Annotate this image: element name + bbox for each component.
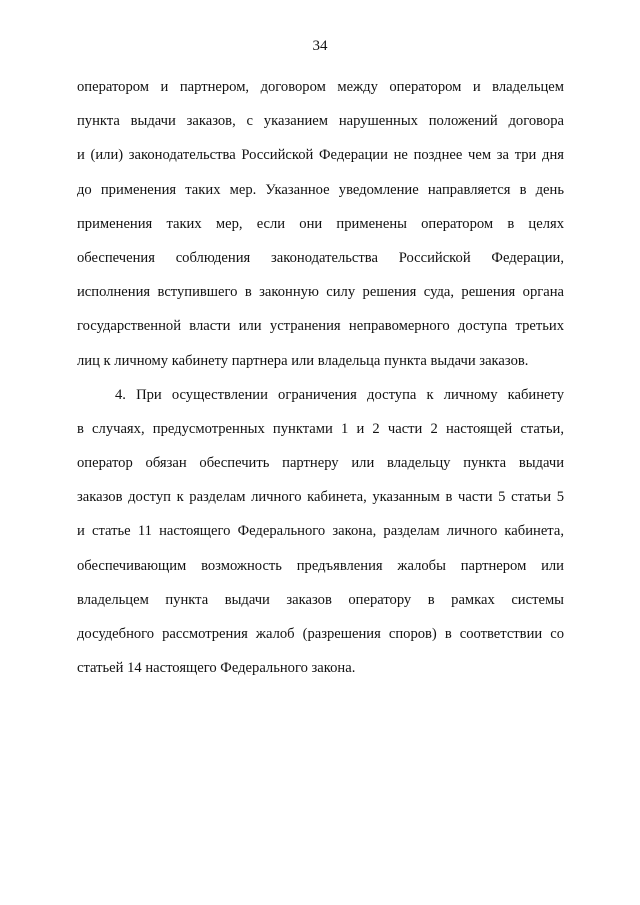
text-line: оператор обязан обеспечить партнеру или владельцу пункта выдачи: [77, 455, 564, 472]
text-line: и (или) законодательства Российской Федерации не позднее чем за три дня: [77, 147, 564, 164]
text-line: статьей 14 настоящего Федерального закона.: [77, 660, 356, 677]
text-line: применения таких мер, если они применены оператором в целях: [77, 215, 564, 232]
text-line: лиц к личному кабинету партнера или владельца пункта выдачи заказов.: [77, 352, 529, 369]
text-line: и статье 11 настоящего Федерального закона, разделам личного кабинета,: [77, 523, 564, 540]
text-line: обеспечения соблюдения законодательства Российской Федерации,: [77, 249, 564, 266]
text-line: заказов доступ к разделам личного кабинета, указанным в части 5 статьи 5: [77, 489, 564, 506]
text-line: владельцем пункта выдачи заказов оператору в рамках системы: [77, 591, 564, 608]
body-text: [77, 70, 564, 685]
text-line: досудебного рассмотрения жалоб (разрешения споров) в соответствии со: [77, 626, 564, 642]
text-line: государственной власти или устранения неправомерного доступа третьих: [77, 318, 564, 335]
text-line: исполнения вступившего в законную силу решения суда, решения органа: [77, 284, 564, 301]
text-line: обеспечивающим возможность предъявления жалобы партнером или: [77, 557, 564, 574]
text-line: в случаях, предусмотренных пунктами 1 и 2 части 2 настоящей статьи,: [77, 420, 564, 437]
page-number: 34: [312, 38, 328, 54]
text-line: оператором и партнером, договором между оператором и владельцем: [77, 79, 564, 95]
text-line: до применения таких мер. Указанное уведомление направляется в день: [77, 181, 564, 198]
text-line: пункта выдачи заказов, с указанием нарушенных положений договора: [77, 113, 564, 130]
paragraph-start-line: 4. При осуществлении ограничения доступа к личному кабинету: [115, 386, 564, 403]
